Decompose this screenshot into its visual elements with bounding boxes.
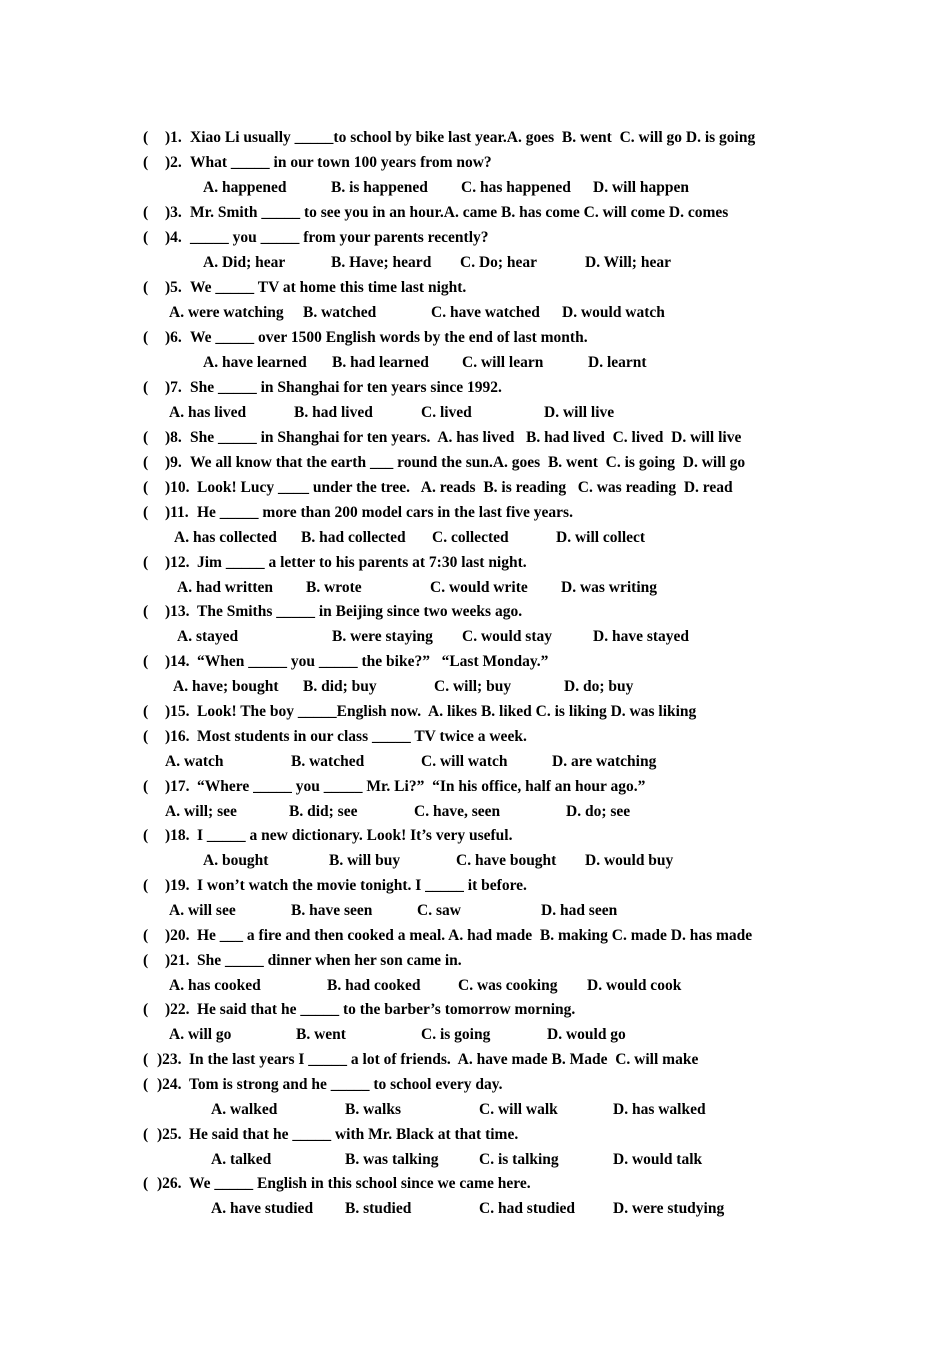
option-d: D. do; buy: [564, 678, 634, 695]
answer-bracket: (: [143, 927, 149, 944]
question-stem: Look! Lucy ____ under the tree. A. reads B. is reading C. was reading D. read: [197, 479, 733, 496]
option-b: B. went: [296, 1026, 346, 1043]
option-a: A. has lived: [169, 404, 247, 421]
option-a: A. had written: [177, 579, 274, 596]
question-stem: She _____ dinner when her son came in.: [197, 952, 462, 969]
question-number: )26.: [157, 1175, 182, 1192]
option-c: C. lived: [421, 404, 472, 421]
option-d: D. will happen: [593, 179, 690, 196]
option-c: C. had studied: [479, 1200, 576, 1217]
option-a: A. will go: [169, 1026, 232, 1043]
question-number: )23.: [157, 1051, 182, 1068]
option-a: A. have learned: [203, 354, 307, 371]
answer-bracket: (: [143, 603, 149, 620]
answer-bracket: (: [143, 504, 149, 521]
question-stem: _____ you _____ from your parents recently?: [190, 229, 489, 246]
option-d: D. do; see: [566, 803, 631, 820]
options-row: [0, 674, 634, 699]
question-number: )7.: [165, 379, 182, 396]
question-22: [0, 997, 576, 1022]
question-11: [0, 500, 573, 525]
option-c: C. collected: [432, 529, 509, 546]
option-b: B. studied: [345, 1200, 412, 1217]
option-d: D. was writing: [561, 579, 658, 596]
option-d: D. Will; hear: [585, 254, 671, 271]
question-number: )8.: [165, 429, 182, 446]
option-b: B. had learned: [332, 354, 429, 371]
question-stem: We _____ English in this school since we came here.: [189, 1175, 531, 1192]
question-26: [0, 1171, 531, 1196]
option-b: B. had lived: [294, 404, 373, 421]
option-b: B. have seen: [291, 902, 373, 919]
question-stem: He said that he _____ with Mr. Black at that time.: [189, 1126, 519, 1143]
question-number: )10.: [165, 479, 190, 496]
answer-bracket: (: [143, 703, 149, 720]
options-row: [0, 525, 646, 550]
question-stem: She _____ in Shanghai for ten years since 1992.: [190, 379, 502, 396]
option-b: B. was talking: [345, 1151, 439, 1168]
question-stem: Tom is strong and he _____ to school every day.: [189, 1076, 503, 1093]
option-d: D. has walked: [613, 1101, 706, 1118]
question-stem: Jim _____ a letter to his parents at 7:30 last night.: [197, 554, 527, 571]
option-c: C. will walk: [479, 1101, 558, 1118]
options-row: [0, 350, 647, 375]
options-row: [0, 848, 674, 873]
question-number: )13.: [165, 603, 190, 620]
question-number: )17.: [165, 778, 190, 795]
options-row: [0, 400, 615, 425]
question-number: )6.: [165, 329, 182, 346]
options-row: [0, 973, 682, 998]
option-c: C. is talking: [479, 1151, 559, 1168]
answer-bracket: (: [143, 204, 149, 221]
question-21: [0, 948, 462, 973]
option-a: A. bought: [203, 852, 269, 869]
options-row: [0, 300, 665, 325]
question-6: [0, 325, 588, 350]
option-d: D. would talk: [613, 1151, 703, 1168]
question-number: )25.: [157, 1126, 182, 1143]
question-number: )21.: [165, 952, 190, 969]
question-stem: We all know that the earth ___ round the sun.A. goes B. went C. is going D. will go: [190, 454, 746, 471]
answer-bracket: (: [143, 329, 149, 346]
question-stem: What _____ in our town 100 years from now?: [190, 154, 492, 171]
option-a: A. happened: [203, 179, 287, 196]
answer-bracket: (: [143, 154, 149, 171]
option-a: A. stayed: [177, 628, 239, 645]
option-a: A. walked: [211, 1101, 278, 1118]
option-a: A. have; bought: [173, 678, 279, 695]
option-d: D. would go: [547, 1026, 626, 1043]
option-b: B. watched: [303, 304, 377, 321]
option-a: A. has cooked: [169, 977, 261, 994]
option-b: B. will buy: [329, 852, 401, 869]
question-stem: Xiao Li usually _____to school by bike last year.A. goes B. went C. will go D. is going: [190, 129, 756, 146]
option-b: B. wrote: [306, 579, 362, 596]
answer-bracket: (: [143, 1051, 149, 1068]
answer-bracket: (: [143, 778, 149, 795]
option-c: C. will watch: [421, 753, 508, 770]
question-17: [0, 774, 646, 799]
option-b: B. had collected: [301, 529, 406, 546]
question-number: )3.: [165, 204, 182, 221]
question-20: [0, 923, 753, 948]
option-d: D. are watching: [552, 753, 657, 770]
question-stem: We _____ over 1500 English words by the end of last month.: [190, 329, 588, 346]
option-b: B. did; see: [289, 803, 358, 820]
option-c: C. saw: [417, 902, 461, 919]
option-a: A. will; see: [165, 803, 237, 820]
question-12: [0, 550, 527, 575]
question-8: [0, 425, 742, 450]
question-number: )12.: [165, 554, 190, 571]
option-d: D. would cook: [587, 977, 682, 994]
option-b: B. did; buy: [303, 678, 377, 695]
question-24: [0, 1072, 503, 1097]
question-stem: Mr. Smith _____ to see you in an hour.A. came B. has come C. will come D. comes: [190, 204, 729, 221]
options-row: [0, 799, 631, 824]
question-stem: He said that he _____ to the barber’s tomorrow morning.: [197, 1001, 576, 1018]
option-b: B. had cooked: [327, 977, 421, 994]
answer-bracket: (: [143, 952, 149, 969]
question-stem: Most students in our class _____ TV twice a week.: [197, 728, 527, 745]
answer-bracket: (: [143, 429, 149, 446]
answer-bracket: (: [143, 1126, 149, 1143]
options-row: [0, 1022, 626, 1047]
question-stem: She _____ in Shanghai for ten years. A. has lived B. had lived C. lived D. will live: [190, 429, 742, 446]
option-c: C. was cooking: [458, 977, 558, 994]
question-25: [0, 1122, 519, 1147]
question-stem: We _____ TV at home this time last night.: [190, 279, 467, 296]
option-c: C. has happened: [461, 179, 571, 196]
question-18: [0, 823, 513, 848]
options-row: [0, 898, 618, 923]
options-row: [0, 749, 657, 774]
question-number: )5.: [165, 279, 182, 296]
question-stem: In the last years I _____ a lot of friends. A. have made B. Made C. will make: [189, 1051, 699, 1068]
answer-bracket: (: [143, 279, 149, 296]
options-row: [0, 1196, 725, 1221]
question-stem: I _____ a new dictionary. Look! It’s very useful.: [197, 827, 513, 844]
question-stem: “When _____ you _____ the bike?” “Last Monday.”: [197, 653, 549, 670]
option-a: A. Did; hear: [203, 254, 286, 271]
question-2: [0, 150, 492, 175]
option-d: D. had seen: [541, 902, 618, 919]
question-13: [0, 599, 523, 624]
question-3: [0, 200, 729, 225]
question-number: )15.: [165, 703, 190, 720]
option-b: B. Have; heard: [331, 254, 432, 271]
option-c: C. will; buy: [434, 678, 512, 695]
answer-bracket: (: [143, 454, 149, 471]
question-number: )16.: [165, 728, 190, 745]
answer-bracket: (: [143, 379, 149, 396]
option-d: D. were studying: [613, 1200, 725, 1217]
option-c: C. have bought: [456, 852, 557, 869]
options-row: [0, 175, 690, 200]
question-14: [0, 649, 549, 674]
question-number: )11.: [165, 504, 189, 521]
option-b: B. walks: [345, 1101, 401, 1118]
question-number: )4.: [165, 229, 182, 246]
question-number: )14.: [165, 653, 190, 670]
answer-bracket: (: [143, 1175, 149, 1192]
question-number: )18.: [165, 827, 190, 844]
option-d: D. will collect: [556, 529, 646, 546]
question-number: )2.: [165, 154, 182, 171]
answer-bracket: (: [143, 728, 149, 745]
option-b: B. is happened: [331, 179, 428, 196]
question-10: [0, 475, 733, 500]
options-row: [0, 250, 671, 275]
question-19: [0, 873, 527, 898]
option-b: B. were staying: [332, 628, 433, 645]
option-d: D. have stayed: [593, 628, 690, 645]
answer-bracket: (: [143, 479, 149, 496]
question-9: [0, 450, 746, 475]
option-a: A. has collected: [174, 529, 277, 546]
option-a: A. have studied: [211, 1200, 314, 1217]
options-row: [0, 575, 658, 600]
question-number: )20.: [165, 927, 190, 944]
question-stem: Look! The boy _____English now. A. likes B. liked C. is liking D. was liking: [197, 703, 697, 720]
option-c: C. would write: [430, 579, 528, 596]
question-number: )19.: [165, 877, 190, 894]
question-stem: He _____ more than 200 model cars in the last five years.: [197, 504, 573, 521]
question-stem: I won’t watch the movie tonight. I _____ it before.: [197, 877, 527, 894]
option-d: D. learnt: [588, 354, 647, 371]
option-c: C. have, seen: [414, 803, 501, 820]
question-7: [0, 375, 502, 400]
question-1: [0, 125, 756, 150]
answer-bracket: (: [143, 827, 149, 844]
option-a: A. will see: [169, 902, 236, 919]
answer-bracket: (: [143, 653, 149, 670]
option-a: A. were watching: [169, 304, 284, 321]
option-c: C. would stay: [462, 628, 553, 645]
options-row: [0, 1147, 703, 1172]
options-row: [0, 624, 690, 649]
option-c: C. is going: [421, 1026, 491, 1043]
question-stem: He ___ a fire and then cooked a meal. A. had made B. making C. made D. has made: [197, 927, 753, 944]
answer-bracket: (: [143, 877, 149, 894]
answer-bracket: (: [143, 1076, 149, 1093]
question-16: [0, 724, 527, 749]
question-4: [0, 225, 489, 250]
option-d: D. will live: [544, 404, 615, 421]
option-d: D. would buy: [585, 852, 674, 869]
question-number: )24.: [157, 1076, 182, 1093]
question-number: )22.: [165, 1001, 190, 1018]
answer-bracket: (: [143, 1001, 149, 1018]
option-c: C. have watched: [431, 304, 540, 321]
question-stem: The Smiths _____ in Beijing since two weeks ago.: [197, 603, 523, 620]
option-d: D. would watch: [562, 304, 665, 321]
question-stem: “Where _____ you _____ Mr. Li?” “In his office, half an hour ago.”: [197, 778, 646, 795]
question-15: [0, 699, 697, 724]
option-c: C. Do; hear: [460, 254, 538, 271]
question-23: [0, 1047, 699, 1072]
question-number: )9.: [165, 454, 182, 471]
option-c: C. will learn: [462, 354, 544, 371]
question-number: )1.: [165, 129, 182, 146]
answer-bracket: (: [143, 229, 149, 246]
question-5: [0, 275, 467, 300]
option-a: A. watch: [165, 753, 224, 770]
answer-bracket: (: [143, 129, 149, 146]
option-b: B. watched: [291, 753, 365, 770]
option-a: A. talked: [211, 1151, 272, 1168]
answer-bracket: (: [143, 554, 149, 571]
options-row: [0, 1097, 706, 1122]
